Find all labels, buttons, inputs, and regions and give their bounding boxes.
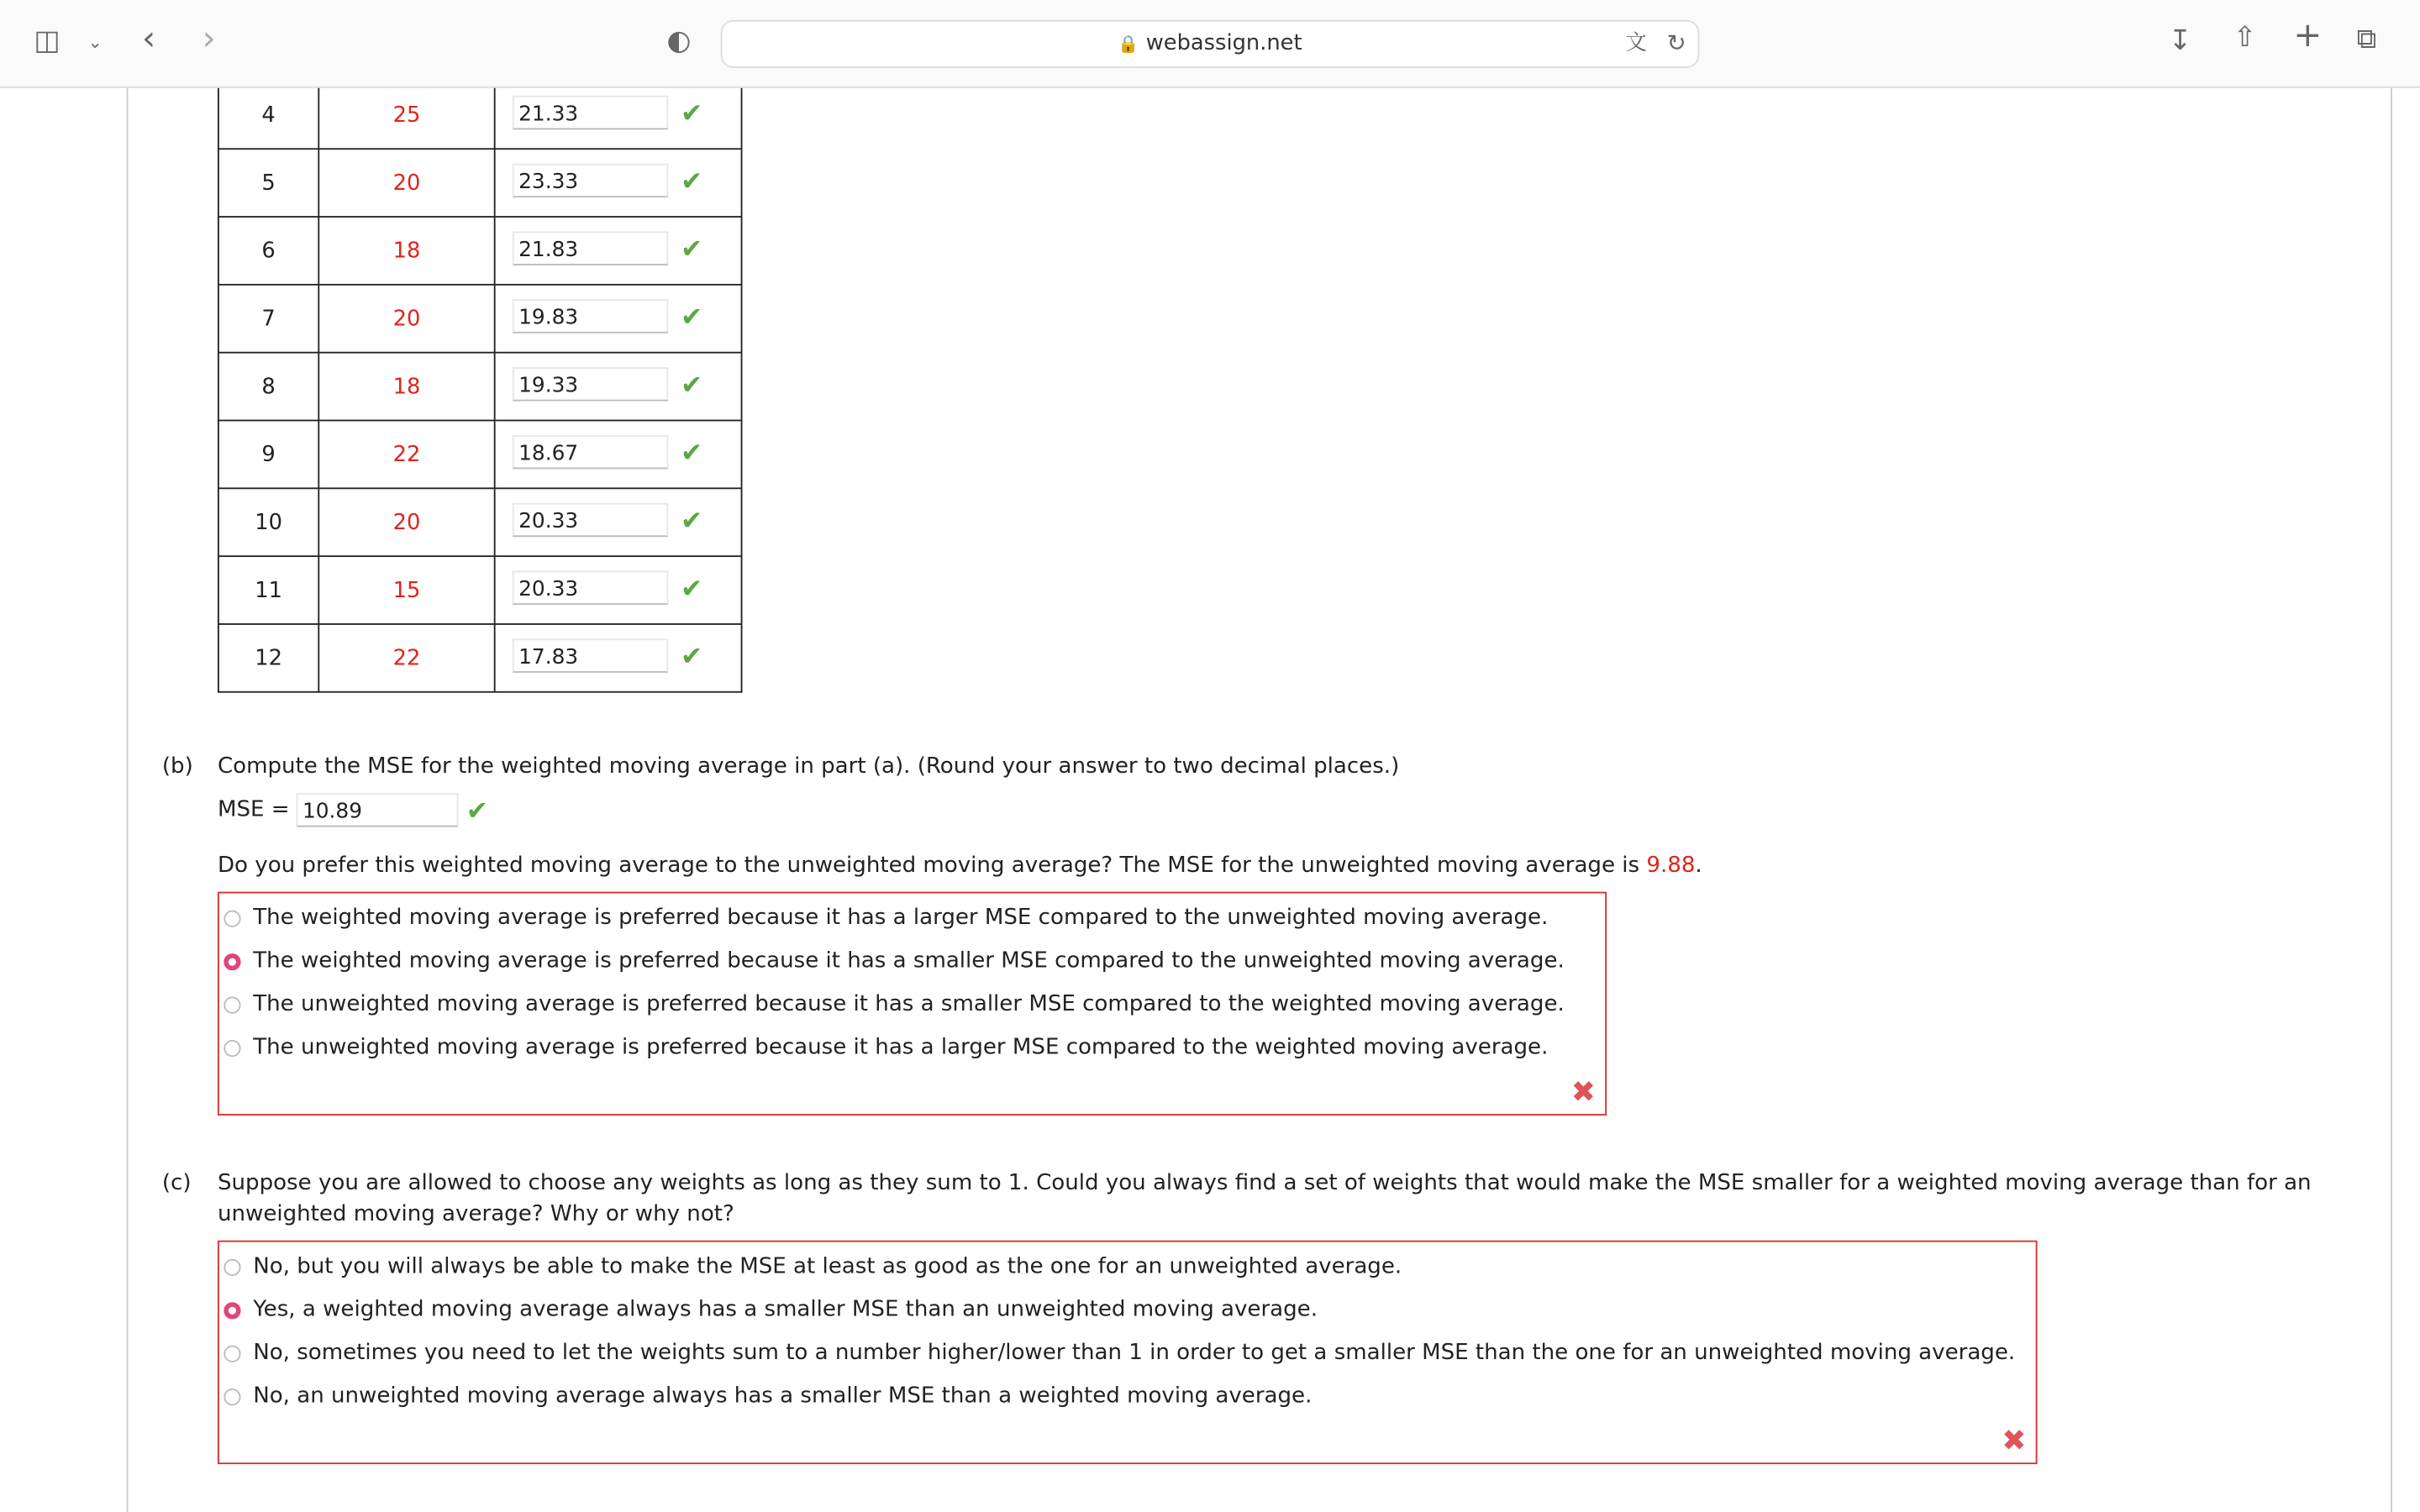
chevron-down-icon[interactable]: ⌄ [87,32,103,53]
part-c-label: (c) [161,1171,192,1196]
check-icon: ✔ [680,370,703,402]
value-cell: 20 [318,285,494,353]
prefer-question-text: Do you prefer this weighted moving average to the unweighted moving average? The MSE for the unweighted moving average is [217,853,1640,879]
incorrect-icon: ✖ [2002,1424,2027,1458]
forecast-input[interactable]: 20.33 [513,571,669,605]
forecast-cell [495,81,742,149]
value-cell: 22 [318,421,494,489]
period-cell: 7 [218,285,318,353]
table-row [218,353,742,421]
value-cell: 20 [318,488,494,556]
forecast-cell [495,488,742,556]
option-label: No, sometimes you need to let the weights sum to a number higher/lower than 1 in order to get a smaller MSE than the one for an unweighted moving average. [253,1341,2016,1366]
table-row [218,624,742,692]
part-b-options [218,892,1607,1116]
period-cell: 9 [218,421,318,489]
check-icon: ✔ [680,642,703,673]
option-label: The weighted moving average is preferred because it has a larger MSE compared to the unweighted moving average. [253,906,1549,931]
part-c-question-line2: unweighted moving average? Why or why not? [217,1201,734,1227]
forecast-table [218,81,742,693]
check-icon: ✔ [680,302,703,333]
option-label: No, an unweighted moving average always has a smaller MSE than a weighted moving average. [253,1383,1313,1409]
radio-option[interactable] [224,1298,1318,1322]
forecast-cell [495,149,742,217]
part-c-options [218,1241,2038,1464]
unweighted-mse-value: 9.88 [1646,853,1696,879]
url-text: webassign.net [1145,30,1302,56]
radio-button[interactable] [224,1388,240,1404]
forecast-cell [495,285,742,353]
table-row [218,285,742,353]
browser-toolbar [0,0,2420,88]
period-cell: 10 [218,488,318,556]
table-row [218,81,742,149]
radio-button[interactable] [224,1039,240,1056]
period-cell: 8 [218,353,318,421]
period-cell: 6 [218,217,318,285]
value-cell: 25 [318,81,494,149]
forecast-input[interactable]: 21.83 [513,232,669,265]
radio-button[interactable] [224,1258,240,1275]
option-label: The unweighted moving average is preferred because it has a larger MSE compared to the weighted moving average. [253,1035,1549,1060]
forward-icon[interactable]: › [202,19,216,59]
value-cell: 18 [318,353,494,421]
share-icon[interactable]: ⇧ [2233,21,2257,55]
radio-button[interactable] [224,1345,240,1362]
check-icon: ✔ [680,234,703,265]
radio-option[interactable] [224,992,1564,1016]
option-label: No, but you will always be able to make the MSE at least as good as the one for an unweighted average. [253,1254,1402,1279]
mse-label: MSE = [217,797,290,822]
radio-option[interactable] [224,1341,2015,1365]
check-icon: ✔ [680,506,703,538]
part-b-question: Compute the MSE for the weighted moving average in part (a). (Round your answer to two decimal places.) [217,754,1400,780]
shield-icon[interactable]: ◐ [666,24,692,57]
radio-button[interactable] [224,910,240,927]
forecast-cell [495,421,742,489]
radio-button[interactable] [224,996,240,1013]
forecast-input[interactable]: 17.83 [513,638,669,672]
forecast-cell [495,353,742,421]
page-border-left [127,87,129,1512]
period-cell: 5 [218,149,318,217]
table-row [218,556,742,624]
check-icon: ✔ [680,438,703,470]
radio-option[interactable] [224,1384,1312,1409]
lock-icon: 🔒 [1118,34,1139,55]
option-label: Yes, a weighted moving average always has a smaller MSE than an unweighted moving average. [253,1297,1318,1323]
forecast-input[interactable]: 20.33 [513,503,669,537]
back-icon[interactable]: ‹ [141,19,156,59]
radio-option[interactable] [224,1035,1548,1059]
prefer-question [218,853,1702,878]
period-cell: 12 [218,624,318,692]
period-cell: 11 [218,556,318,624]
table-row [218,421,742,489]
period: . [1695,853,1702,879]
check-icon: ✔ [466,795,488,827]
new-tab-icon[interactable]: + [2293,17,2323,56]
forecast-input[interactable]: 19.33 [513,367,669,401]
table-row [218,488,742,556]
forecast-input[interactable]: 21.33 [513,96,669,129]
part-c-question-line1: Suppose you are allowed to choose any weights as long as they sum to 1. Could you always find a set of weights that would make the MSE smaller for a weighted moving average than for an [217,1171,2312,1196]
value-cell: 15 [318,556,494,624]
option-label: The unweighted moving average is preferred because it has a smaller MSE compared to the weighted moving average. [253,992,1565,1017]
sidebar-icon[interactable]: ◫ [34,24,60,57]
forecast-cell [495,217,742,285]
check-icon: ✔ [680,574,703,605]
mse-input[interactable]: 10.89 [297,793,459,827]
radio-option[interactable] [224,906,1548,930]
table-row [218,217,742,285]
period-cell: 4 [218,81,318,149]
translate-icon[interactable]: 文 [1625,30,1647,56]
value-cell: 18 [318,217,494,285]
page-border-right [2391,87,2392,1512]
reload-icon[interactable]: ↻ [1666,29,1686,57]
forecast-cell [495,556,742,624]
forecast-input[interactable]: 18.67 [513,435,669,469]
incorrect-icon: ✖ [1570,1075,1597,1110]
value-cell: 22 [318,624,494,692]
radio-option[interactable] [224,1254,1402,1278]
radio-option[interactable] [224,949,1564,974]
radio-button[interactable] [224,953,240,969]
check-icon: ✔ [680,166,703,198]
option-label: The weighted moving average is preferred because it has a smaller MSE compared to the unweighted moving average. [253,948,1565,974]
value-cell: 20 [318,149,494,217]
forecast-input[interactable]: 23.33 [513,164,669,197]
radio-button[interactable] [224,1301,240,1318]
table-row [218,149,742,217]
address-bar[interactable] [721,20,1699,68]
forecast-input[interactable]: 19.83 [513,299,669,333]
check-icon: ✔ [680,98,703,130]
part-b-label: (b) [161,754,193,780]
forecast-cell [495,624,742,692]
tabs-overview-icon[interactable]: ⧉ [2356,23,2377,56]
download-icon[interactable]: ↧ [2168,24,2192,57]
